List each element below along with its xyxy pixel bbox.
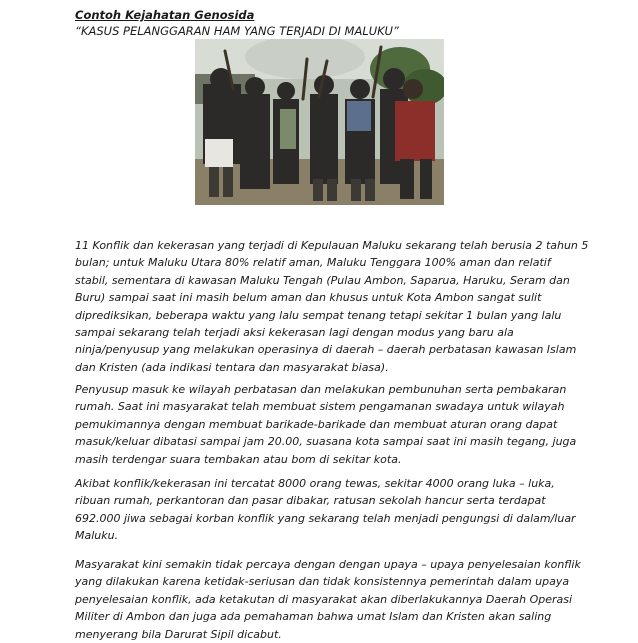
paragraph-line: masih terdengar suara tembakan atau bom di sekitar kota. [75,452,402,466]
paragraph-line: menyerang bila Darurat Sipil dicabut. [75,627,282,641]
paragraph-line: Masyarakat kini semakin tidak percaya dengan dengan upaya – upaya penyelesaian konflik [75,558,581,571]
paragraph-line: masuk/keluar dibatasi sampai jam 20.00, suasana kota sampai saat ini masih tegang, juga [75,435,577,449]
paragraph-line: 692.000 jiwa sebagai korban konflik yang sekarang telah menjadi pengungsi di dalam/luar [75,511,576,525]
paragraph-1 [75,237,589,376]
paragraph-line: 11 Konflik dan kekerasan yang terjadi di Kepulauan Maluku sekarang telah berusia 2 tahun 5 [75,239,589,252]
paragraph-line: Buru) sampai saat ini masih belum aman dan khusus untuk Kota Ambon sangat sulit [75,291,542,305]
paragraph-line: ribuan rumah, perkantoran dan pasar dibakar, ratusan sekolah hancur serta terdapat [75,494,546,508]
paragraph-line: yang dilakukan karena ketidak-seriusan dan tidak konsistennya pemerintah dalam upaya [75,575,570,589]
paragraph-line: pemukimannya dengan membuat barikade-barikade dan membuat aturan orang dapat [75,417,558,431]
paragraph-line: diprediksikan, beberapa waktu yang lalu sempat tenang tetapi sekitar 1 bulan yang lalu [75,308,562,322]
paragraph-line: dan Kristen (ada indikasi tentara dan masyarakat biasa). [75,360,389,374]
paragraph-line: ninja/penyusup yang melakukan operasinya di daerah – daerah perbatasan kawasan Islam [75,343,577,357]
paragraph-line: Militer di Ambon dan juga ada pemahaman bahwa umat Islam dan Kristen akan saling [75,610,552,624]
news-photo [195,39,444,205]
paragraph-line: Penyusup masuk ke wilayah perbatasan dan melakukan pembunuhan serta pembakaran [75,383,567,396]
paragraph-2 [75,381,575,468]
paragraph-line: Maluku. [75,529,119,543]
paragraph-line: rumah. Saat ini masyarakat telah membuat sistem pengamanan swadaya untuk wilayah [75,400,565,414]
paragraph-line: bulan; untuk Maluku Utara 80% relatif aman, Maluku Tenggara 100% aman dan relatif [75,256,551,270]
paragraph-line: stabil, sementara di kawasan Maluku Tengah (Pulau Ambon, Saparua, Haruku, Seram dan [75,273,570,287]
paragraph-line: penyelesaian konflik, ada ketakutan di masyarakat akan diberlakukannya Daerah Operasi [75,592,573,606]
document-heading: Contoh Kejahatan Genosida [75,8,255,22]
paragraph-3 [75,475,575,545]
document-subheading: “KASUS PELANGGARAN HAM YANG TERJADI DI MALUKU” [75,24,399,38]
paragraph-line: Akibat konflik/kekerasan ini tercatat 8000 orang tewas, sekitar 4000 orang luka – luka, [75,477,555,490]
paragraph-line: sampai sekarang telah terjadi aksi kekerasan lagi dengan modus yang baru ala [75,326,514,340]
